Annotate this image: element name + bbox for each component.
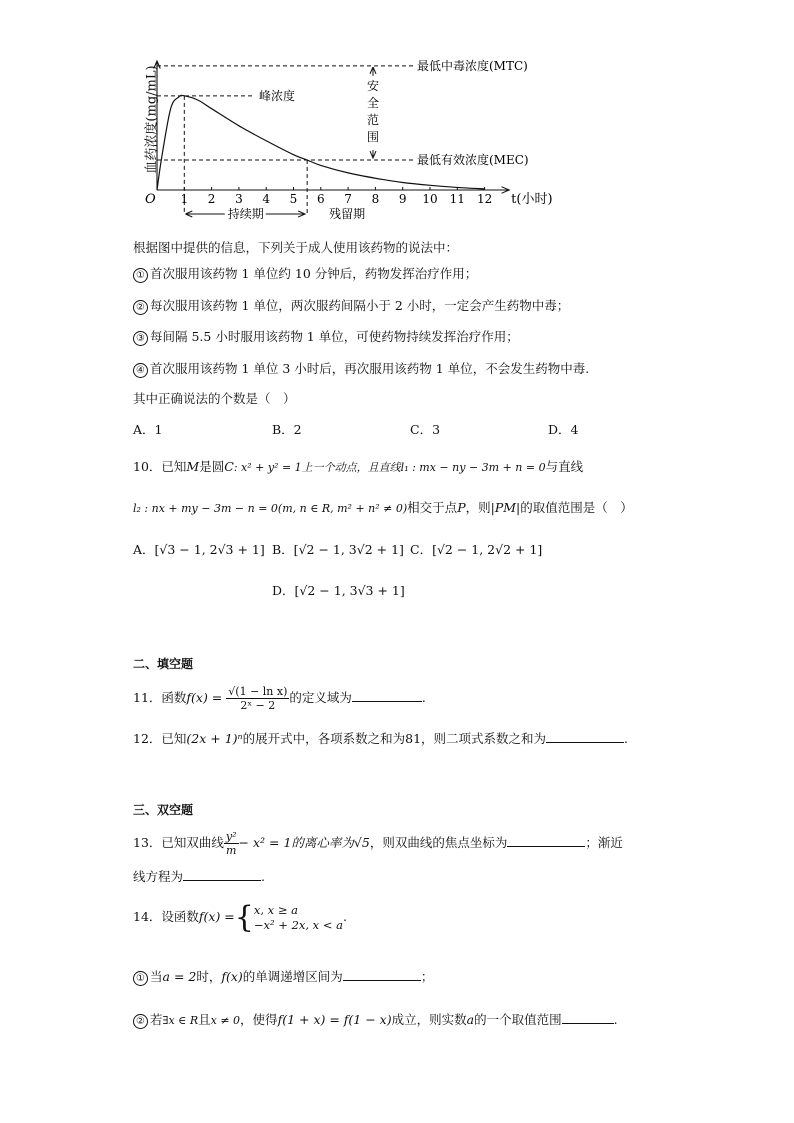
q14-period: . (613, 1012, 618, 1027)
q12-value: 81 (405, 731, 422, 746)
circled-number-4: ④ (133, 363, 148, 378)
q10-option-b[interactable]: B．[√2 − 1, 3√2 + 1] (272, 542, 404, 557)
q12-text: 的展开式中，各项系数之和为 (242, 731, 406, 746)
safe-range-label-char: 围 (366, 129, 380, 144)
q14-period: . (342, 909, 347, 924)
line-l2-equation: l₂ : nx + my − 3m − n = 0(m, n ∈ R, m² + n² ≠ 0) (133, 502, 408, 515)
x-tick-label: 4 (262, 192, 271, 206)
q13-answer-blank-2[interactable] (183, 868, 261, 881)
var-c: C (224, 459, 234, 474)
q12-text: ，则二项式系数之和为 (421, 731, 547, 746)
section-title-double-blank: 三、双空题 (133, 803, 194, 817)
circled-number-1: ① (133, 268, 148, 283)
q10-text: 的取值范围是（ ） (520, 500, 633, 515)
section-title-fill-blank: 二、填空题 (133, 657, 194, 671)
y-axis-label: 血药浓度(mg/mL) (144, 65, 160, 174)
safe-range-label-char: 安 (366, 78, 380, 93)
q14-text: 当 (150, 969, 163, 984)
q13-line-2 (133, 868, 265, 885)
residual-label: 残留期 (329, 207, 366, 221)
q11-numerator: √(1 − ln x) (228, 685, 288, 698)
q12-period: . (624, 731, 629, 746)
q11-text: 11．函数 (133, 690, 187, 705)
q13-denominator: m (226, 844, 237, 857)
q13-text: ；渐近 (585, 835, 623, 850)
concentration-curve (157, 95, 485, 190)
q10-text: 相交于点 (407, 500, 458, 515)
q13-line-1 (133, 828, 623, 858)
q14-text: ，使得 (240, 1012, 278, 1027)
q9-option-c[interactable]: C．3 (410, 422, 441, 437)
q11 (133, 683, 426, 713)
q13-eccentricity: √5 (353, 835, 370, 850)
q13-text: 13．已知双曲线 (133, 835, 224, 850)
q14-text: 的一个取值范围 (474, 1012, 562, 1027)
x-tick-label: 6 (316, 192, 325, 206)
q14-condition: a = 2 (162, 969, 197, 984)
q14-text: 的单调递增区间为 (242, 969, 343, 984)
peak-label: 峰浓度 (259, 88, 296, 103)
q10-line-1 (133, 459, 583, 476)
q14-text: 若 (150, 1012, 163, 1027)
safe-range-label-char: 范 (366, 112, 380, 127)
circled-number-2: ② (133, 1014, 148, 1029)
line-l1-equation: l₁ : mx − ny − 3m + n = 0 (400, 461, 546, 474)
q13-equation: − x² = 1的离心率为 (238, 835, 354, 850)
q10-text: 是圆 (199, 459, 225, 474)
x-tick-label: 1 (180, 192, 189, 206)
drug-concentration-chart (125, 55, 565, 225)
x-tick-label: 2 (207, 192, 216, 206)
q12-expression: (2x + 1)ⁿ (186, 731, 243, 746)
q13-numerator: y² (225, 830, 237, 843)
q14-function: f(x) = (198, 909, 235, 924)
q10-text: 与直线 (545, 459, 584, 474)
q9-statement-3 (133, 329, 519, 346)
q14-equation: f(1 + x) = f(1 − x) (277, 1012, 392, 1027)
x-tick-label: 12 (476, 192, 493, 206)
q14-text: 时， (196, 969, 222, 984)
q9-option-b[interactable]: B．2 (272, 422, 302, 437)
q9-intro: 根据图中提供的信息，下列关于成人使用该药物的说法中： (133, 240, 459, 255)
q14-fx: f(x) (221, 969, 243, 984)
q9-statement-4 (133, 361, 589, 378)
q10-option-c[interactable]: C．[√2 − 1, 2√2 + 1] (410, 542, 543, 557)
var-p: P (457, 500, 466, 515)
var-a: a (466, 1012, 475, 1027)
q12 (133, 730, 628, 747)
q14-part-1 (133, 968, 433, 986)
q13-fraction (224, 830, 239, 857)
q14-part-2 (133, 1011, 618, 1029)
q12-text: 12．已知 (133, 731, 187, 746)
q10-option-a[interactable]: A．[√3 − 1, 2√3 + 1] (133, 542, 265, 557)
statement-text: 每次服用该药物 1 单位，两次服药间隔小于 2 小时，一定会产生药物中毒； (150, 298, 570, 313)
q13-period: . (261, 869, 265, 884)
q14-case-2: −x² + 2x, x < a (253, 917, 343, 932)
q12-answer-blank[interactable] (546, 730, 624, 743)
q14-text: 成立，则实数 (391, 1012, 467, 1027)
left-brace-icon: { (234, 899, 254, 935)
q14-exists: ∃x ∈ R (162, 1014, 199, 1027)
q11-text: 的定义域为 (289, 690, 352, 705)
q14 (133, 900, 347, 934)
q14-answer-blank-1[interactable] (343, 968, 421, 981)
circled-number-1: ① (133, 971, 148, 986)
q10-option-d[interactable]: D．[√2 − 1, 3√3 + 1] (272, 583, 405, 598)
q11-period: . (421, 690, 426, 705)
duration-label: 持续期 (227, 207, 264, 221)
q10-text: 10．已知 (133, 459, 187, 474)
q13-text: 线方程为 (133, 869, 184, 884)
mec-label: 最低有效浓度(MEC) (417, 153, 529, 168)
x-tick-label: 3 (235, 192, 243, 206)
x-tick-label: 5 (289, 192, 298, 206)
q14-answer-blank-2[interactable] (562, 1011, 614, 1024)
statement-text: 每间隔 5.5 小时服用该药物 1 单位，可使药物持续发挥治疗作用； (150, 329, 519, 344)
circled-number-3: ③ (133, 331, 148, 346)
x-tick-label: 8 (371, 192, 380, 206)
var-m: M (186, 459, 200, 474)
q10-text: ，则 (465, 500, 491, 515)
x-axis-label: t(小时) (511, 192, 553, 207)
statement-text: 首次服用该药物 1 单位约 10 分钟后，药物发挥治疗作用； (150, 266, 478, 281)
circled-number-2: ② (133, 300, 148, 315)
q11-answer-blank[interactable] (352, 689, 422, 702)
q11-denominator: 2ˣ − 2 (240, 699, 276, 712)
q11-function: f(x) = (186, 690, 223, 705)
origin-label: O (145, 192, 156, 207)
q14-semicolon: ； (420, 969, 434, 984)
x-tick-label: 7 (344, 192, 352, 206)
q14-cases (254, 903, 343, 933)
x-tick-label: 11 (449, 192, 465, 206)
abs-pm: |PM| (490, 500, 521, 515)
q13-answer-blank-1[interactable] (507, 834, 585, 847)
q14-case-1: x, x ≥ a (253, 902, 298, 917)
q10-line-2 (133, 500, 633, 517)
x-tick-label: 9 (398, 192, 407, 206)
statement-text: 首次服用该药物 1 单位 3 小时后，再次服用该药物 1 单位，不会发生药物中毒. (150, 361, 590, 376)
safe-range-label-char: 全 (366, 95, 380, 110)
q9-ask: 其中正确说法的个数是（ ） (133, 391, 296, 406)
q14-text: 且 (198, 1012, 211, 1027)
q14-text: 14．设函数 (133, 909, 199, 924)
q11-fraction (226, 685, 289, 712)
q9-statement-1 (133, 266, 477, 283)
mtc-label: 最低中毒浓度(MTC) (417, 58, 528, 73)
q9-option-a[interactable]: A．1 (133, 422, 163, 437)
q13-text: ，则双曲线的焦点坐标为 (369, 835, 508, 850)
q14-condition: x ≠ 0 (210, 1014, 241, 1027)
circle-equation: : x² + y² = 1上一个动点，且直线 (233, 461, 401, 474)
x-tick-label: 10 (422, 192, 438, 206)
q9-statement-2 (133, 298, 569, 315)
q9-option-d[interactable]: D．4 (548, 422, 579, 437)
